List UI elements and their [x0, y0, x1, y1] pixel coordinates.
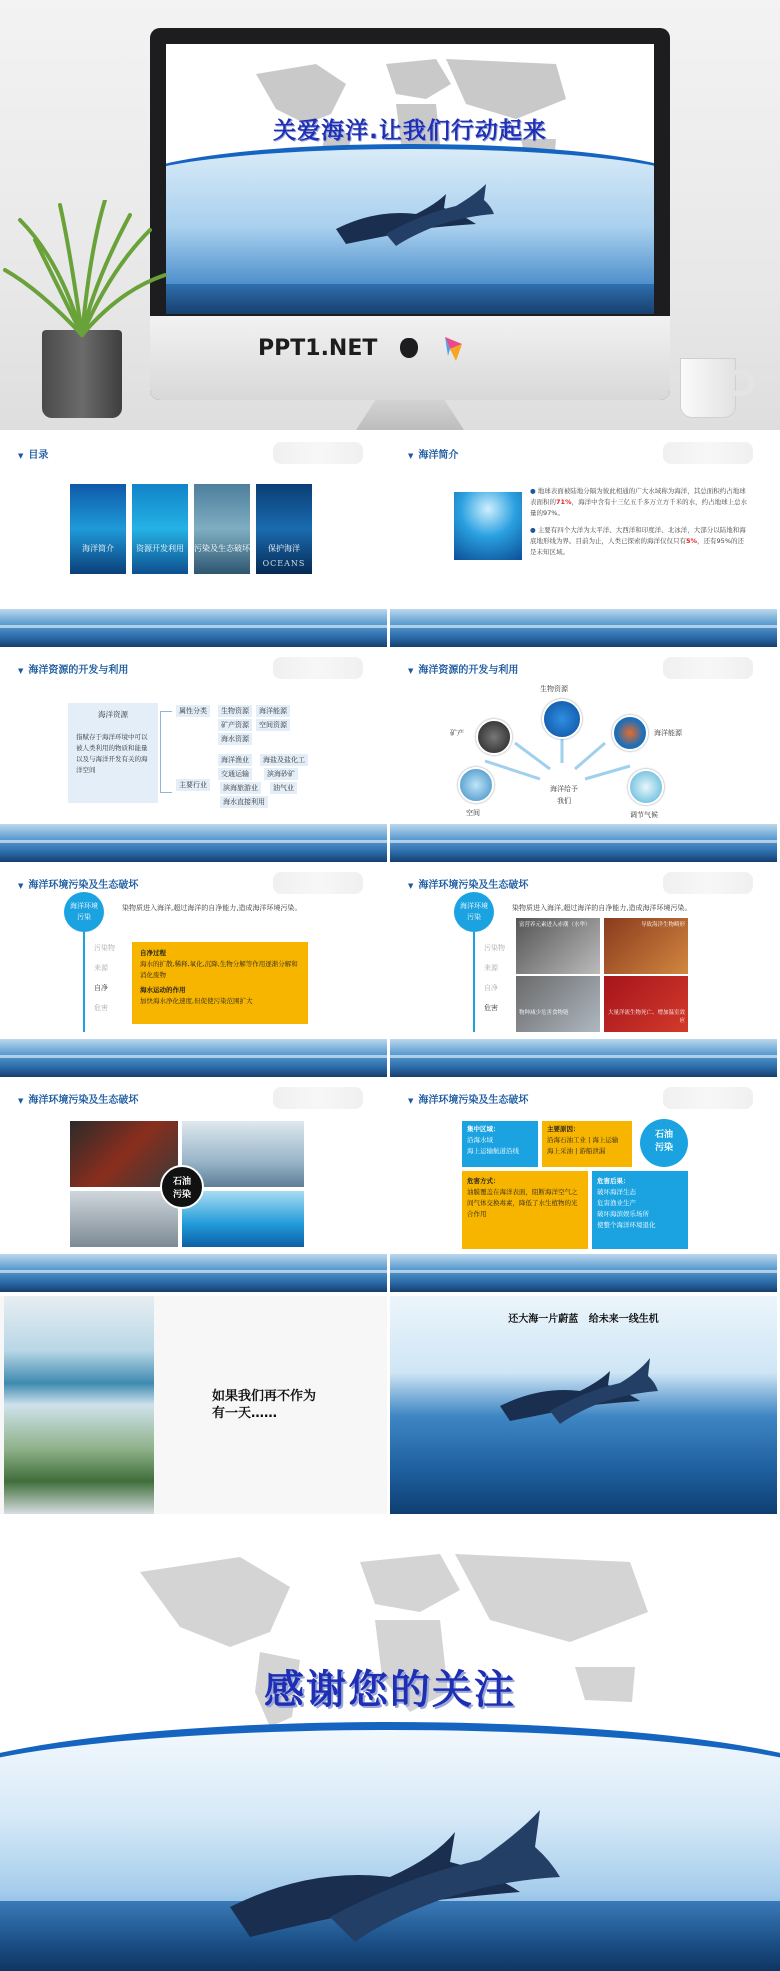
toc-label: 污染及生态破坏 — [194, 544, 250, 553]
closing-title: 感谢您的关注 — [264, 1667, 516, 1713]
timeline-step: 来源 — [94, 964, 108, 972]
world-map-icon — [273, 872, 363, 894]
slide-intro[interactable] — [390, 436, 777, 647]
slide-title: ▼ 海洋环境污染及生态破坏 — [18, 1091, 138, 1106]
monitor-screen — [166, 44, 654, 314]
toc-tile-1[interactable] — [70, 484, 126, 574]
oil-photo-sea — [182, 1191, 304, 1247]
node-label: 矿产 — [450, 729, 464, 737]
timeline-step: 来源 — [484, 964, 498, 972]
timeline-line — [473, 932, 475, 1032]
timeline-step: 污染物 — [94, 944, 115, 952]
resource-item: 油气业 — [270, 782, 297, 794]
slide-title: ▼ 海洋环境污染及生态破坏 — [408, 876, 528, 891]
sea-strip — [390, 609, 777, 647]
oil-box-region — [462, 1121, 538, 1167]
pollution-badge: 海洋环境 污染 — [64, 892, 104, 932]
slide-title: ▼ 目录 — [18, 446, 48, 461]
world-map-icon — [273, 657, 363, 679]
closing-section — [0, 1522, 780, 1971]
resource-item: 海盐及盐化工 — [260, 754, 308, 766]
slide-pollution-process[interactable] — [0, 866, 387, 1077]
resource-item: 海洋能源 — [256, 705, 290, 717]
sea-strip — [390, 1254, 777, 1292]
bullet-text: ，还有95%的还是未知区域。 — [530, 537, 744, 556]
oil-photo-penguins — [70, 1191, 178, 1247]
slide-pollution-photos[interactable] — [390, 866, 777, 1077]
resource-item: 交通运输 — [218, 768, 252, 780]
resource-item: 空间资源 — [256, 719, 290, 731]
monitor-stand — [356, 400, 464, 430]
intro-bullet-2: ● 主要有四个大洋为太平洋、大西洋和印度洋、北冰洋，大部分以陆地和海底地形线为界。目前为止，人类已探索的海洋仅仅只有5%，还有95%的还是未知区域。 — [530, 526, 746, 556]
resource-circle-energy — [612, 715, 648, 751]
timeline-step: 污染物 — [484, 944, 505, 952]
category-label: 主要行业 — [176, 779, 210, 791]
world-map-icon — [273, 1087, 363, 1109]
bullet-text: ，海洋中含有十三亿五千多万立方千米的水，约占地球上总水量的97%。 — [530, 498, 748, 517]
slide-resources-radial[interactable] — [390, 651, 777, 862]
photo-caption: 大量洋流生物死亡、增加温室效应 — [607, 1010, 685, 1024]
bullet-text: 主要有四个大洋为太平洋、大西洋和印度洋、北冰洋，大部分以陆地和海底地形线为界。目前为止，人类已探索的海洋仅仅只有 — [530, 526, 746, 545]
pollution-intro: 染物质进入海洋,超过海洋的自净能力,造成海洋环境污染。 — [122, 904, 302, 912]
timeline-step: 危害 — [484, 1004, 498, 1012]
resource-root-box — [68, 703, 158, 803]
box-heading: 集中区域： — [467, 1125, 500, 1133]
resource-desc: 指赋存于海洋环境中可以被人类利用的物质和能量以及与海洋开发有关的海洋空间 — [76, 733, 148, 774]
node-label: 空间 — [466, 809, 480, 817]
timeline-line — [83, 932, 85, 1032]
slide-slogan[interactable] — [390, 1296, 777, 1514]
slide-oil-info[interactable] — [390, 1081, 777, 1292]
slide-toc[interactable] — [0, 436, 387, 647]
world-map-icon — [273, 442, 363, 464]
pollution-intro: 染物质进入海洋,超过海洋的自净能力,造成海洋环境污染。 — [512, 904, 692, 912]
resource-item: 滨海砂矿 — [264, 768, 298, 780]
oil-badge: 石油 污染 — [160, 1165, 204, 1209]
box-text: 油膜覆盖在海洋表面，阻断海洋空气之间气体交换毒素，降低了水生植物的光合作用 — [467, 1188, 578, 1218]
sea-strip — [0, 1254, 387, 1292]
hero-sea — [166, 284, 654, 314]
hero-title: 关爱海洋.让我们行动起来 — [273, 118, 547, 144]
dolphin-graphic — [210, 1792, 570, 1962]
world-map-icon — [663, 1087, 753, 1109]
sea-strip — [390, 1039, 777, 1077]
node-label: 海洋能源 — [654, 729, 682, 737]
center-label: 海洋给予 我们 — [550, 785, 578, 805]
slide-title: ▼ 海洋资源的开发与利用 — [18, 661, 128, 676]
sea-strip — [390, 824, 777, 862]
bullet-highlight: 5% — [686, 537, 698, 545]
brand-text: PPT1.NET — [258, 336, 378, 361]
box-heading: 海水运动的作用 — [140, 986, 186, 994]
apple-icon — [400, 338, 418, 358]
photo-grid — [516, 918, 688, 1032]
slide-resources-tree[interactable] — [0, 651, 387, 862]
resource-item: 海洋渔业 — [218, 754, 252, 766]
photo-2 — [604, 918, 688, 974]
category-label: 属性分类 — [176, 705, 210, 717]
toc-tile-3[interactable] — [194, 484, 250, 574]
brand-logo-icon — [442, 334, 468, 364]
intro-photo — [454, 492, 522, 560]
toc-label: 保护海洋 — [268, 544, 300, 553]
slogan-text: 还大海一片蔚蓝 给未来一线生机 — [508, 1314, 659, 1325]
slide-title: ▼ 海洋简介 — [408, 446, 458, 461]
oil-box-method — [462, 1171, 588, 1249]
oil-box-consequence — [592, 1171, 688, 1249]
slide-oil-photos[interactable] — [0, 1081, 387, 1292]
photo-4 — [604, 976, 688, 1032]
resource-item: 滨海旅游业 — [220, 782, 261, 794]
box-heading: 危害方式： — [467, 1177, 500, 1185]
self-clean-box — [132, 942, 308, 1024]
toc-tile-4[interactable] — [256, 484, 312, 574]
node-label: 生物资源 — [540, 685, 568, 693]
toc-label: 海洋简介 — [82, 544, 114, 553]
sea-strip — [0, 1039, 387, 1077]
oil-badge: 石油 污染 — [640, 1119, 688, 1167]
intro-bullets — [530, 486, 750, 558]
cup-handle — [734, 370, 754, 396]
intro-bullet-1: ● 地球表面被陆地分隔为彼此相通的广大水域称为海洋，其总面积约占地球表面积的71%，海洋中含有十三亿五千多万立方千米的水，约占地球上总水量的97%。 — [530, 487, 748, 517]
dolphin-graphic — [326, 174, 496, 254]
slide-title: ▼ 海洋环境污染及生态破坏 — [18, 876, 138, 891]
coffee-cup — [680, 358, 736, 418]
timeline-step: 自净 — [484, 984, 498, 992]
toc-label: 资源开发利用 — [136, 544, 184, 553]
hourglass-image — [4, 1296, 154, 1514]
bullet-highlight: 71% — [556, 498, 572, 506]
box-heading: 主要原因： — [547, 1125, 580, 1133]
box-heading: 自净过程 — [140, 949, 166, 957]
world-map-icon — [663, 442, 753, 464]
photo-3 — [516, 976, 600, 1032]
world-map-icon — [663, 872, 753, 894]
resource-item: 海水资源 — [218, 733, 252, 745]
slide-if-not[interactable] — [0, 1296, 387, 1514]
hero-section — [0, 0, 780, 430]
plant-leaves — [0, 200, 170, 340]
box-text: 加快海水净化速度,但促使污染范围扩大 — [140, 997, 253, 1005]
box-heading: 危害后果： — [597, 1177, 630, 1185]
resource-root-label: 海洋资源 — [98, 710, 128, 719]
tree-bracket — [160, 711, 172, 793]
plant-pot — [42, 330, 122, 418]
resource-circle-mineral — [476, 719, 512, 755]
photo-caption: 富营养元素进入赤潮（水华） — [519, 922, 591, 928]
photo-caption: 导致海洋生物畸形 — [640, 922, 685, 928]
monitor-chin — [150, 316, 670, 400]
timeline-step: 危害 — [94, 1004, 108, 1012]
resource-circle-space — [458, 767, 494, 803]
resource-item: 生物资源 — [218, 705, 252, 717]
sea-strip — [0, 609, 387, 647]
dolphin-graphic — [490, 1346, 660, 1436]
oil-box-cause — [542, 1121, 632, 1167]
box-text: 海水的扩散,稀释,氧化,沉降,生物分解等作用逐渐分解和消化废物 — [140, 960, 298, 979]
photo-caption: 物种减少危害食物链 — [519, 1010, 569, 1016]
timeline-step: 自净 — [94, 984, 108, 992]
slide-title: ▼ 海洋环境污染及生态破坏 — [408, 1091, 528, 1106]
node-label: 调节气候 — [630, 811, 658, 819]
oceans-text: OCEANS — [262, 559, 306, 568]
resource-item: 海水直接利用 — [220, 796, 268, 808]
box-text: 沿海水域 海上运输航道沿线 — [467, 1136, 519, 1155]
resource-item: 矿产资源 — [218, 719, 252, 731]
resource-circle-climate — [628, 769, 664, 805]
if-not-text: 如果我们再不作为 有一天…… — [212, 1389, 317, 1421]
resource-circle-bio — [542, 699, 582, 739]
photo-1 — [516, 918, 600, 974]
box-text: 沿海石油工业 | 海上运输 海上采油 | 游船泄漏 — [547, 1136, 619, 1155]
box-text: 破坏海洋生态 危害渔业生产 破坏海滨娱乐场所 使整个海洋环境退化 — [597, 1188, 656, 1229]
slide-title: ▼ 海洋资源的开发与利用 — [408, 661, 518, 676]
pollution-badge: 海洋环境 污染 — [454, 892, 494, 932]
bullet-text: 地球表面被陆地分隔为彼此相通的广大水域称为海洋，其总面积约占地球表面积的 — [530, 487, 746, 506]
toc-tile-2[interactable] — [132, 484, 188, 574]
sea-strip — [0, 824, 387, 862]
